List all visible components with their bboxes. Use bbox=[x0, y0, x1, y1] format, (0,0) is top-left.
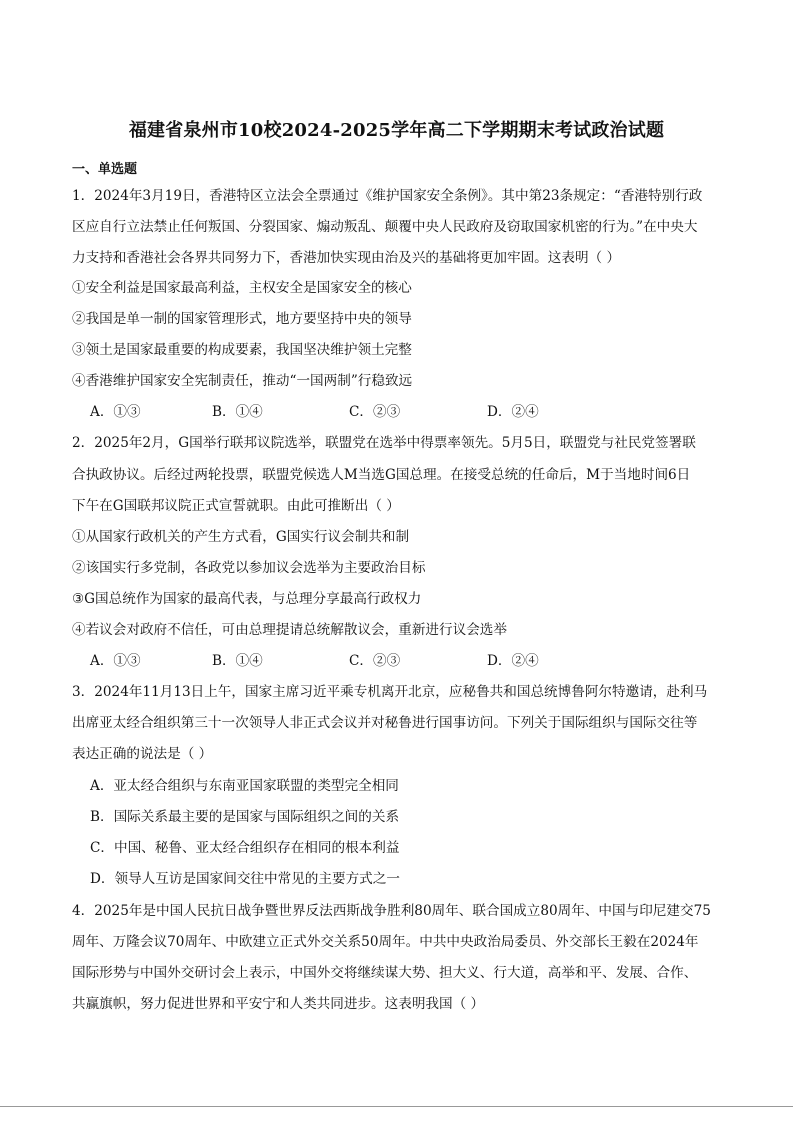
option-b[interactable]: B．国际关系最主要的是国家与国际组织之间的关系 bbox=[90, 809, 400, 825]
question-stem-line: 表达正确的说法是（ ） bbox=[72, 746, 213, 762]
section-heading: 一、单选题 bbox=[72, 162, 138, 177]
question-stem-line: 周年、万隆会议70周年、中欧建立正式外交关系50周年。中共中央政治局委员、外交部长王毅在2024年 bbox=[72, 934, 699, 950]
statement: ②该国实行多党制，各政党以参加议会选举为主要政治目标 bbox=[72, 560, 426, 576]
option-a[interactable]: A．①③ bbox=[90, 653, 141, 669]
option-d[interactable]: D．②④ bbox=[487, 653, 539, 669]
option-c[interactable]: C．②③ bbox=[349, 653, 401, 669]
question-stem-line: 国际形势与中国外交研讨会上表示，中国外交将继续谋大势、担大义、行大道，高举和平、发展、合作、 bbox=[72, 965, 698, 981]
question-stem-line: 区应自行立法禁止任何叛国、分裂国家、煽动叛乱、颠覆中央人民政府及窃取国家机密的行为。”在中央大 bbox=[72, 219, 698, 235]
statement: ③领土是国家最重要的构成要素，我国坚决维护领土完整 bbox=[72, 342, 412, 358]
statement: ①从国家行政机关的产生方式看，G国实行议会制共和制 bbox=[72, 529, 410, 545]
option-d[interactable]: D．领导人互访是国家间交往中常见的主要方式之一 bbox=[90, 871, 400, 887]
page-bottom-divider bbox=[0, 1106, 793, 1107]
statement: ④香港维护国家安全宪制责任，推动“一国两制”行稳致远 bbox=[72, 373, 413, 389]
question-stem-line: 力支持和香港社会各界共同努力下，香港加快实现由治及兴的基础将更加牢固。这表明（ ） bbox=[72, 250, 621, 266]
option-c[interactable]: C．②③ bbox=[349, 404, 401, 420]
option-b[interactable]: B．①④ bbox=[212, 653, 263, 669]
question-stem-line: 4．2025年是中国人民抗日战争暨世界反法西斯战争胜利80周年、联合国成立80周年、中国与印尼建交75 bbox=[72, 903, 711, 919]
option-a[interactable]: A．①③ bbox=[90, 404, 141, 420]
question-stem-line: 出席亚太经合组织第三十一次领导人非正式会议并对秘鲁进行国事访问。下列关于国际组织与国际交往等 bbox=[72, 715, 698, 731]
question-stem-line: 合执政协议。后经过两轮投票，联盟党候选人M当选G国总理。在接受总统的任命后，M于当地时间6日 bbox=[72, 467, 691, 483]
option-d[interactable]: D．②④ bbox=[487, 404, 539, 420]
question-stem-line: 1．2024年3月19日，香港特区立法会全票通过《维护国家安全条例》。其中第23条规定：“香港特别行政 bbox=[72, 188, 703, 204]
statement: ③G国总统作为国家的最高代表，与总理分享最高行政权力 bbox=[72, 591, 422, 607]
option-c[interactable]: C．中国、秘鲁、亚太经合组织存在相同的根本利益 bbox=[90, 840, 400, 856]
document-title: 福建省泉州市10校2024-2025学年高二下学期期末考试政治试题 bbox=[128, 120, 665, 141]
question-stem-line: 3．2024年11月13日上午，国家主席习近平乘专机离开北京，应秘鲁共和国总统博鲁阿尔特邀请，赴利马 bbox=[72, 684, 708, 700]
option-b[interactable]: B．①④ bbox=[212, 404, 263, 420]
question-stem-line: 共赢旗帜，努力促进世界和平安宁和人类共同进步。这表明我国（ ） bbox=[72, 996, 485, 1012]
question-stem-line: 2．2025年2月，G国举行联邦议院选举，联盟党在选举中得票率领先。5月5日，联盟党与社民党签署联 bbox=[72, 435, 696, 451]
question-stem-line: 下午在G国联邦议院正式宣誓就职。由此可推断出（ ） bbox=[72, 498, 400, 514]
statement: ②我国是单一制的国家管理形式，地方要坚持中央的领导 bbox=[72, 311, 412, 327]
statement: ④若议会对政府不信任，可由总理提请总统解散议会，重新进行议会选举 bbox=[72, 622, 507, 638]
option-a[interactable]: A．亚太经合组织与东南亚国家联盟的类型完全相同 bbox=[90, 778, 399, 794]
statement: ①安全利益是国家最高利益，主权安全是国家安全的核心 bbox=[72, 280, 412, 296]
